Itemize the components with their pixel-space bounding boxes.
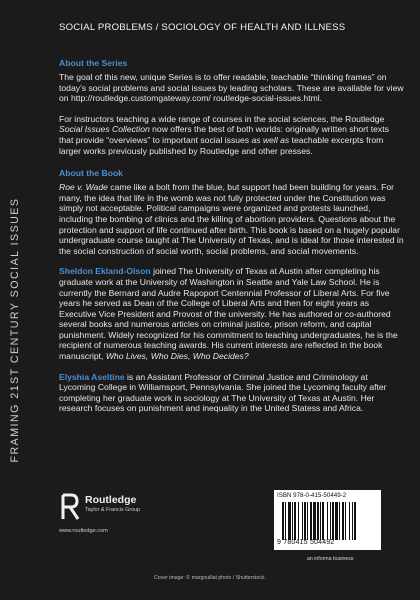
barcode-bar: [330, 502, 331, 540]
author-1-manuscript-title: Who Lives, Who Dies, Who Decides?: [105, 351, 249, 362]
barcode-bar: [313, 502, 316, 540]
about-series-heading: About the Series: [59, 58, 128, 68]
barcode-bar: [282, 502, 284, 540]
author-1-bio: [59, 266, 404, 361]
spine-series-title: FRAMING 21ST CENTURY SOCIAL ISSUES: [9, 197, 21, 463]
about-book-text: came like a bolt from the blue, but support had been building for years. For many, the idea that life in the womb was not fully protected under the Constitution was simply not acceptable. Political campaigns were organized and protests launched, including the bombing of clinics and the killing of abortion providers. Questions about the protection and support of life continued after birth. This book is based on a hugely popular undergraduate course taught at The University of Texas, and is ideal for those interested in the social construction of social worth, social problems, and social movements.: [59, 182, 404, 256]
publisher-logo: [59, 492, 179, 548]
barcode-bar: [292, 502, 293, 540]
barcode-bar: [349, 502, 350, 540]
author-1-bio-text: joined The University of Texas at Austin after completing his graduate work at the University of Washington in Seattle and Yale Law School. He is currently the Bernard and Audre Rapoport Centennial Professor of Liberal Arts. For five years he served as Dean of the College of Liberal Arts and then for eight years as Executive Vice President and Provost of the university. He has authored or co-authored several books and numerous articles on criminal justice, prison reform, and capital punishment. Widely recognized for his commitment to teaching undergraduates, he is the recipient of numerous teaching awards. His current interests are reflected in the book manuscript,: [59, 266, 398, 362]
isbn-barcode: [274, 490, 381, 550]
barcode-bars: [282, 502, 376, 540]
barcode-bar: [342, 502, 344, 540]
collection-title: Social Issues Collection: [59, 124, 150, 135]
about-series-p2-part-c: teachable excerpts from larger works previously published by Routledge and other presses.: [59, 134, 384, 156]
barcode-bar: [339, 502, 340, 540]
barcode-bar: [310, 502, 312, 540]
spine-text: [0, 0, 30, 600]
blurb-body: [59, 58, 404, 424]
about-series-p2-part-a: For instructors teaching a wide range of courses in the social sciences, the Routledge: [59, 113, 385, 124]
barcode-bar: [307, 502, 308, 540]
barcode-bar: [302, 502, 303, 540]
publisher-url: www.routledge.com: [59, 528, 108, 534]
as-well-as-emphasis: as well as: [251, 134, 290, 145]
about-series-paragraph-2: [59, 114, 404, 156]
isbn-number: ISBN 978-0-415-50449-2: [277, 492, 347, 499]
barcode-bar: [322, 502, 324, 540]
about-series-paragraph-1: The goal of this new, unique Series is to offer readable, teachable “thinking frames” on today’s social problems and social issues by leading scholars. These are available for view on http://routledge.customgateway.com/ routledge-social-issues.html.: [59, 72, 404, 104]
publisher-name: Routledge: [85, 494, 137, 506]
barcode-bar: [294, 502, 296, 540]
barcode-digits: 9 780415 504492: [277, 539, 335, 546]
barcode-bar: [335, 502, 338, 540]
imprint-tagline: an informa business: [307, 556, 354, 562]
barcode-bar: [288, 502, 291, 540]
barcode-bar: [352, 502, 353, 540]
barcode-bar: [320, 502, 321, 540]
author-2-bio-text: is an Assistant Professor of Criminal Justice and Criminology at Lycoming College in Williamsport, Pennsylvania. She joined the Lycoming faculty after completing her graduate work in sociology at The University of Texas at Austin. Her research focuses on punishment and inequality in the United Statess and Africa.: [59, 371, 387, 414]
back-cover-footer: [59, 488, 404, 568]
roe-v-wade-emphasis: Roe v. Wade: [59, 182, 108, 193]
routledge-logo-icon: [59, 492, 85, 522]
about-series-p2-part-b: now offers the best of both worlds: originally written short texts that provide “overviews” to important social issues: [59, 124, 389, 145]
about-book-heading: About the Book: [59, 168, 123, 179]
barcode-bar: [317, 502, 319, 540]
barcode-bar: [298, 502, 299, 540]
publisher-group: Taylor & Francis Group: [85, 507, 141, 513]
author-2-bio: [59, 372, 404, 414]
barcode-bar: [345, 502, 346, 540]
barcode-bar: [304, 502, 306, 540]
series-subject-label: SOCIAL PROBLEMS / SOCIOLOGY OF HEALTH AND ILLNESS: [59, 22, 346, 33]
author-1-name: Sheldon Ekland-Olson: [59, 266, 151, 277]
about-book-paragraph: [59, 182, 404, 256]
barcode-bar: [327, 502, 328, 540]
author-2-name: Elyshia Aseltine: [59, 371, 125, 382]
barcode-bar: [354, 502, 356, 540]
barcode-bar: [285, 502, 286, 540]
cover-image-credit: Cover image: © margouillat photo / Shutterstock.: [154, 575, 266, 581]
barcode-bar: [332, 502, 334, 540]
